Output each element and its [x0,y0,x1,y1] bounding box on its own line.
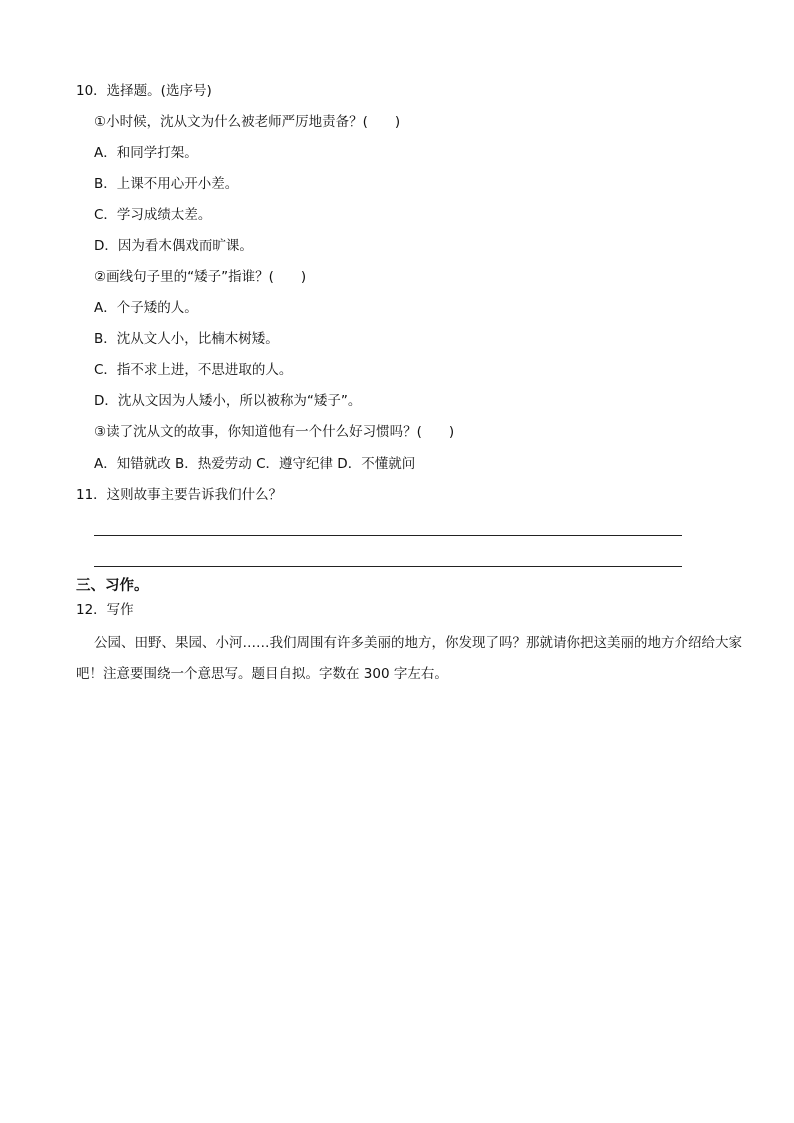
section-3-title: 三、习作。 [76,578,149,594]
question-12-title: 12．写作 [76,602,134,618]
answer-line [94,535,682,536]
question-10-3-stem: ③读了沈从文的故事，你知道他有一个什么好习惯吗？( ) [94,424,455,440]
question-10-2-stem: ②画线句子里的“矮子”指谁？( ) [94,269,307,285]
option-c: C．学习成绩太差。 [94,207,212,223]
option-d: D．沈从文因为人矮小，所以被称为“矮子”。 [94,393,362,409]
option-d: D．因为看木偶戏而旷课。 [94,238,253,254]
question-10-3-options: A．知错就改 B．热爱劳动 C．遵守纪律 D．不懂就问 [94,456,416,472]
option-c: C．指不求上进，不思进取的人。 [94,362,293,378]
question-10-1-stem: ①小时候，沈从文为什么被老师严厉地责备？( ) [94,114,401,130]
answer-line [94,566,682,567]
option-b: B．上课不用心开小差。 [94,176,239,192]
question-10-title: 10．选择题。(选序号) [76,83,212,99]
option-a: A．和同学打架。 [94,145,198,161]
option-a: A．个子矮的人。 [94,300,198,316]
question-11-title: 11．这则故事主要告诉我们什么？ [76,487,283,503]
option-b: B．沈从文人小，比楠木树矮。 [94,331,279,347]
question-12-body: 公园、田野、果园、小河……我们周围有许多美丽的地方，你发现了吗？那就请你把这美丽的地方介绍给大家吧！注意要围绕一个意思写。题目自拟。字数在 300 字左右。 [76,635,742,682]
